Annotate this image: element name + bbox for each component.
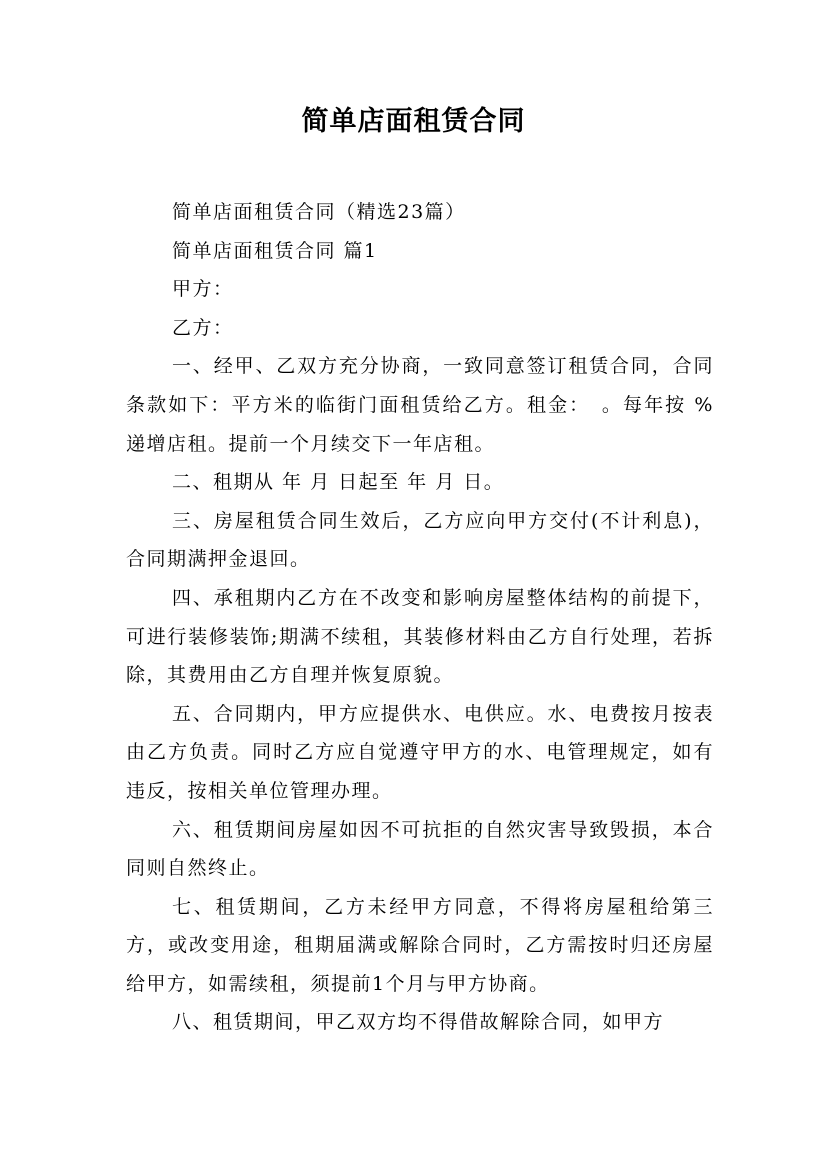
section-heading: 简单店面租赁合同 篇1 <box>172 239 378 262</box>
clause-8: 八、租赁期间，甲乙双方均不得借故解除合同，如甲方 <box>172 1011 665 1034</box>
subtitle-paragraph: 简单店面租赁合同（精选23篇） <box>172 201 466 223</box>
clause-6: 六、租赁期间房屋如因不可抗拒的自然灾害导致毁损，本合同则自然终止。 <box>126 818 714 880</box>
clause-5: 五、合同期内，甲方应提供水、电供应。水、电费按月按表由乙方负责。同时乙方应自觉遵守甲方的水、电管理规定，如有违反，按相关单位管理办理。 <box>126 702 714 802</box>
party-b-line: 乙方： <box>172 316 234 339</box>
document-title: 简单店面租赁合同 <box>301 106 526 137</box>
clause-3: 三、房屋租赁合同生效后，乙方应向甲方交付(不计利息)，合同期满押金退回。 <box>126 509 714 571</box>
clause-4: 四、承租期内乙方在不改变和影响房屋整体结构的前提下，可进行装修装饰;期满不续租，其装修材料由乙方自行处理，若拆除，其费用由乙方自理并恢复原貌。 <box>126 586 714 687</box>
clause-7: 七、租赁期间，乙方未经甲方同意，不得将房屋租给第三方，或改变用途，租期届满或解除合同时，乙方需按时归还房屋给甲方，如需续租，须提前1个月与甲方协商。 <box>126 895 714 995</box>
clause-1: 一、经甲、乙双方充分协商，一致同意签订租赁合同，合同条款如下：平方米的临街门面租赁给乙方。租金： 。每年按 %递增店租。提前一个月续交下一年店租。 <box>126 355 714 455</box>
party-a-line: 甲方： <box>172 278 234 301</box>
document-body <box>126 193 714 1042</box>
clause-2: 二、租期从 年 月 日起至 年 月 日。 <box>172 471 505 494</box>
